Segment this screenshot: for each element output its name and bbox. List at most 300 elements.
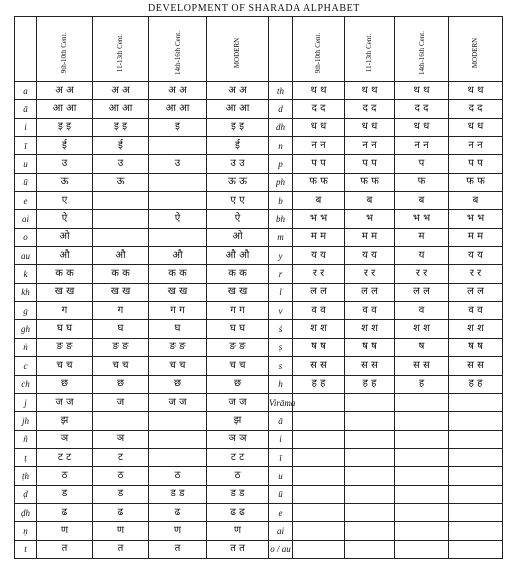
glyph-cell: आ आ — [149, 100, 207, 118]
table-body — [15, 82, 503, 559]
glyph-cell: व व — [345, 302, 395, 320]
glyph-cell: र र — [449, 265, 503, 283]
letter-label: ph — [269, 173, 293, 191]
glyph-cell: ढ — [149, 503, 207, 521]
letter-label: m — [269, 228, 293, 246]
table-row — [15, 155, 503, 173]
glyph-cell: ण — [207, 522, 269, 540]
glyph-cell: ऐ — [207, 210, 269, 228]
letter-label: kh — [15, 283, 37, 301]
glyph-cell: च च — [93, 357, 149, 375]
glyph-cell: ध ध — [293, 118, 345, 136]
glyph-cell: य य — [293, 247, 345, 265]
table-row — [15, 228, 503, 246]
letter-label: t — [15, 540, 37, 558]
column-header: 14th-16th Cent. — [149, 17, 207, 82]
glyph-cell: ब — [293, 192, 345, 210]
letter-label: ch — [15, 375, 37, 393]
glyph-cell: थ थ — [345, 82, 395, 100]
header-row — [15, 17, 503, 82]
glyph-cell: ट ट — [37, 448, 93, 466]
glyph-cell: ठ — [37, 467, 93, 485]
glyph-cell — [395, 485, 449, 503]
letter-label: u — [269, 467, 293, 485]
glyph-cell: ज ज — [149, 393, 207, 411]
glyph-cell: ख ख — [93, 283, 149, 301]
glyph-cell — [395, 430, 449, 448]
glyph-cell: ओ — [37, 228, 93, 246]
glyph-cell: ए ए — [207, 192, 269, 210]
letter-label: j — [15, 393, 37, 411]
glyph-cell: त — [149, 540, 207, 558]
glyph-cell: ग ग — [207, 302, 269, 320]
letter-label: n — [269, 137, 293, 155]
glyph-cell: ब — [395, 192, 449, 210]
glyph-cell: ह ह — [345, 375, 395, 393]
table-row — [15, 192, 503, 210]
table-row — [15, 210, 503, 228]
letter-label: y — [269, 247, 293, 265]
column-header — [269, 17, 293, 82]
glyph-cell: ई — [93, 137, 149, 155]
glyph-cell: ङ ङ — [207, 338, 269, 356]
glyph-cell: ब — [449, 192, 503, 210]
glyph-cell: ड ड — [207, 485, 269, 503]
table-row — [15, 375, 503, 393]
glyph-cell: श श — [395, 320, 449, 338]
glyph-cell — [293, 485, 345, 503]
letter-label: ḍ — [15, 485, 37, 503]
table-row — [15, 82, 503, 100]
glyph-cell — [345, 448, 395, 466]
glyph-cell: झ — [207, 412, 269, 430]
letter-label: ś — [269, 320, 293, 338]
glyph-cell: ण — [149, 522, 207, 540]
table-row — [15, 100, 503, 118]
glyph-cell — [395, 522, 449, 540]
glyph-cell — [449, 485, 503, 503]
glyph-cell: ऊ — [93, 173, 149, 191]
glyph-cell: ध ध — [395, 118, 449, 136]
glyph-cell: आ आ — [93, 100, 149, 118]
table-row — [15, 283, 503, 301]
letter-label: r — [269, 265, 293, 283]
glyph-cell: ङ ङ — [149, 338, 207, 356]
column-header: 11-13th Cent. — [93, 17, 149, 82]
table-row — [15, 503, 503, 521]
alphabet-table — [14, 16, 503, 559]
glyph-cell: ख ख — [37, 283, 93, 301]
glyph-cell — [345, 467, 395, 485]
letter-label: ṭh — [15, 467, 37, 485]
glyph-cell — [93, 210, 149, 228]
glyph-cell: र र — [293, 265, 345, 283]
glyph-cell: च च — [207, 357, 269, 375]
column-header: MODERN — [207, 17, 269, 82]
glyph-cell: श श — [345, 320, 395, 338]
glyph-cell: ल ल — [449, 283, 503, 301]
glyph-cell — [149, 173, 207, 191]
glyph-cell: र र — [345, 265, 395, 283]
glyph-cell: व व — [449, 302, 503, 320]
glyph-cell — [345, 430, 395, 448]
glyph-cell: भ — [345, 210, 395, 228]
glyph-cell: ढ — [37, 503, 93, 521]
glyph-cell: ष ष — [293, 338, 345, 356]
glyph-cell — [149, 412, 207, 430]
glyph-cell — [345, 540, 395, 558]
glyph-cell: श श — [449, 320, 503, 338]
glyph-cell: औ औ — [207, 247, 269, 265]
glyph-cell: ख ख — [149, 283, 207, 301]
letter-label: b — [269, 192, 293, 210]
letter-label: ī — [15, 137, 37, 155]
glyph-cell: ठ — [207, 467, 269, 485]
glyph-cell: द द — [345, 100, 395, 118]
letter-label: ḍh — [15, 503, 37, 521]
glyph-cell: ल ल — [293, 283, 345, 301]
glyph-cell: ध ध — [449, 118, 503, 136]
glyph-cell — [395, 412, 449, 430]
glyph-cell — [449, 540, 503, 558]
glyph-cell — [345, 393, 395, 411]
glyph-cell: म — [395, 228, 449, 246]
glyph-cell — [149, 137, 207, 155]
glyph-cell: ञ ञ — [207, 430, 269, 448]
glyph-cell — [293, 503, 345, 521]
glyph-cell: न न — [395, 137, 449, 155]
glyph-cell: र र — [395, 265, 449, 283]
glyph-cell: भ भ — [395, 210, 449, 228]
glyph-cell: च च — [37, 357, 93, 375]
glyph-cell: ट ट — [207, 448, 269, 466]
letter-label: p — [269, 155, 293, 173]
glyph-cell: ह ह — [449, 375, 503, 393]
glyph-cell — [449, 467, 503, 485]
glyph-cell — [395, 503, 449, 521]
glyph-cell: य — [395, 247, 449, 265]
glyph-cell: घ — [93, 320, 149, 338]
glyph-cell: त त — [207, 540, 269, 558]
glyph-cell: थ थ — [449, 82, 503, 100]
letter-label: e — [269, 503, 293, 521]
glyph-cell: ड — [93, 485, 149, 503]
glyph-cell: स स — [345, 357, 395, 375]
glyph-cell: उ उ — [207, 155, 269, 173]
letter-label: ṣ — [269, 338, 293, 356]
letter-label: au — [15, 247, 37, 265]
glyph-cell: आ आ — [37, 100, 93, 118]
glyph-cell: द द — [449, 100, 503, 118]
glyph-cell: थ थ — [293, 82, 345, 100]
glyph-cell: ण — [37, 522, 93, 540]
glyph-cell — [345, 522, 395, 540]
table-row — [15, 448, 503, 466]
glyph-cell: स स — [449, 357, 503, 375]
glyph-cell — [449, 393, 503, 411]
glyph-cell: न न — [293, 137, 345, 155]
glyph-cell: म म — [293, 228, 345, 246]
glyph-cell: ऊ ऊ — [207, 173, 269, 191]
glyph-cell: अ अ — [93, 82, 149, 100]
glyph-cell — [395, 540, 449, 558]
letter-label: i — [269, 430, 293, 448]
glyph-cell — [149, 448, 207, 466]
column-header: 9th-10th Cent. — [293, 17, 345, 82]
letter-label: ñ — [15, 430, 37, 448]
glyph-cell: ठ — [93, 467, 149, 485]
glyph-cell: ई — [37, 137, 93, 155]
glyph-cell: य य — [345, 247, 395, 265]
glyph-cell: ख ख — [207, 283, 269, 301]
letter-label: ṭ — [15, 448, 37, 466]
glyph-cell: उ — [149, 155, 207, 173]
glyph-cell: म म — [345, 228, 395, 246]
column-header: 14th-16th Cent. — [395, 17, 449, 82]
glyph-cell: ई — [207, 137, 269, 155]
glyph-cell: उ — [93, 155, 149, 173]
glyph-cell — [395, 467, 449, 485]
glyph-cell: म म — [449, 228, 503, 246]
letter-label: c — [15, 357, 37, 375]
glyph-cell: न न — [449, 137, 503, 155]
glyph-cell — [293, 430, 345, 448]
glyph-cell: फ — [395, 173, 449, 191]
letter-label: h — [269, 375, 293, 393]
letter-label: bh — [269, 210, 293, 228]
column-header: 9th-10th Cent. — [37, 17, 93, 82]
glyph-cell: औ — [93, 247, 149, 265]
glyph-cell: अ अ — [37, 82, 93, 100]
letter-label: dh — [269, 118, 293, 136]
letter-label: jh — [15, 412, 37, 430]
glyph-cell: ष — [395, 338, 449, 356]
glyph-cell: क क — [37, 265, 93, 283]
glyph-cell — [293, 448, 345, 466]
table-row — [15, 522, 503, 540]
glyph-cell: य य — [449, 247, 503, 265]
glyph-cell: ज — [93, 393, 149, 411]
glyph-cell: ञ — [93, 430, 149, 448]
glyph-cell: श श — [293, 320, 345, 338]
glyph-cell: भ भ — [449, 210, 503, 228]
glyph-cell: क क — [149, 265, 207, 283]
letter-label: g — [15, 302, 37, 320]
table-row — [15, 357, 503, 375]
table-row — [15, 540, 503, 558]
glyph-cell: अ अ — [149, 82, 207, 100]
glyph-cell: प प — [293, 155, 345, 173]
table-row — [15, 338, 503, 356]
letter-label: ā — [269, 412, 293, 430]
letter-label: k — [15, 265, 37, 283]
glyph-cell: प प — [345, 155, 395, 173]
glyph-cell: अ अ — [207, 82, 269, 100]
letter-label: gh — [15, 320, 37, 338]
glyph-cell — [293, 393, 345, 411]
glyph-cell: व — [395, 302, 449, 320]
glyph-cell: ग — [93, 302, 149, 320]
glyph-cell — [293, 467, 345, 485]
glyph-cell: छ — [37, 375, 93, 393]
letter-label: u — [15, 155, 37, 173]
glyph-cell: ध ध — [345, 118, 395, 136]
glyph-cell: घ घ — [37, 320, 93, 338]
glyph-cell: ङ ङ — [37, 338, 93, 356]
glyph-cell: इ इ — [207, 118, 269, 136]
glyph-cell — [293, 540, 345, 558]
table-row — [15, 137, 503, 155]
glyph-cell: छ — [149, 375, 207, 393]
letter-label: ī — [269, 448, 293, 466]
glyph-cell: ब — [345, 192, 395, 210]
glyph-cell: ए — [37, 192, 93, 210]
page-title: DEVELOPMENT OF SHARADA ALPHABET — [147, 3, 361, 14]
letter-label: ū — [269, 485, 293, 503]
glyph-cell: घ घ — [207, 320, 269, 338]
glyph-cell: झ — [37, 412, 93, 430]
glyph-cell — [93, 412, 149, 430]
glyph-cell — [395, 393, 449, 411]
glyph-cell: ड — [37, 485, 93, 503]
glyph-cell — [149, 430, 207, 448]
glyph-cell: इ इ — [37, 118, 93, 136]
table-row — [15, 247, 503, 265]
column-header: 11-13th Cent. — [345, 17, 395, 82]
glyph-cell — [293, 522, 345, 540]
glyph-cell: ढ — [93, 503, 149, 521]
glyph-cell: ऊ — [37, 173, 93, 191]
glyph-cell: थ थ — [395, 82, 449, 100]
glyph-cell: त — [37, 540, 93, 558]
glyph-cell: छ — [207, 375, 269, 393]
glyph-cell: क क — [207, 265, 269, 283]
table-row — [15, 430, 503, 448]
glyph-cell: ल ल — [395, 283, 449, 301]
glyph-cell: द द — [293, 100, 345, 118]
glyph-cell — [449, 412, 503, 430]
glyph-cell: ट — [93, 448, 149, 466]
glyph-cell — [93, 192, 149, 210]
column-header: MODERN — [449, 17, 503, 82]
glyph-cell: औ — [149, 247, 207, 265]
glyph-cell — [449, 430, 503, 448]
glyph-cell: त — [93, 540, 149, 558]
glyph-cell: ऐ — [37, 210, 93, 228]
glyph-cell: ह — [395, 375, 449, 393]
glyph-cell: औ — [37, 247, 93, 265]
glyph-cell — [449, 448, 503, 466]
letter-label: ṇ — [15, 522, 37, 540]
letter-label: Virāma — [269, 393, 293, 411]
letter-label: l — [269, 283, 293, 301]
glyph-cell: ऐ — [149, 210, 207, 228]
glyph-cell: ज ज — [37, 393, 93, 411]
letter-label: ṅ — [15, 338, 37, 356]
glyph-cell: ह ह — [293, 375, 345, 393]
glyph-cell: इ — [149, 118, 207, 136]
glyph-cell: व व — [293, 302, 345, 320]
glyph-cell: प — [395, 155, 449, 173]
glyph-cell: ष ष — [449, 338, 503, 356]
glyph-cell: ण — [93, 522, 149, 540]
glyph-cell: फ फ — [293, 173, 345, 191]
glyph-cell — [395, 448, 449, 466]
letter-label: i — [15, 118, 37, 136]
glyph-cell — [345, 412, 395, 430]
letter-label: e — [15, 192, 37, 210]
table-row — [15, 393, 503, 411]
letter-label: ai — [15, 210, 37, 228]
glyph-cell: ओ — [207, 228, 269, 246]
table-row — [15, 173, 503, 191]
glyph-cell: च च — [149, 357, 207, 375]
glyph-cell: ढ ढ — [207, 503, 269, 521]
glyph-cell: ल ल — [345, 283, 395, 301]
column-header — [15, 17, 37, 82]
glyph-cell: आ आ — [207, 100, 269, 118]
table-row — [15, 485, 503, 503]
letter-label: a — [15, 82, 37, 100]
glyph-cell: ठ — [149, 467, 207, 485]
table-row — [15, 320, 503, 338]
glyph-cell — [449, 522, 503, 540]
glyph-cell: ञ — [37, 430, 93, 448]
glyph-cell: प प — [449, 155, 503, 173]
glyph-cell: न न — [345, 137, 395, 155]
glyph-cell: घ — [149, 320, 207, 338]
glyph-cell — [345, 503, 395, 521]
glyph-cell — [93, 228, 149, 246]
glyph-cell: भ भ — [293, 210, 345, 228]
glyph-cell — [149, 228, 207, 246]
glyph-cell — [449, 503, 503, 521]
glyph-cell — [345, 485, 395, 503]
glyph-cell: ष ष — [345, 338, 395, 356]
letter-label: ū — [15, 173, 37, 191]
table-row — [15, 265, 503, 283]
letter-label: o / au — [269, 540, 293, 558]
glyph-cell: इ इ — [93, 118, 149, 136]
glyph-cell: ड ड — [149, 485, 207, 503]
glyph-cell: स स — [293, 357, 345, 375]
glyph-cell: स स — [395, 357, 449, 375]
glyph-cell — [293, 412, 345, 430]
letter-label: th — [269, 82, 293, 100]
table-row — [15, 118, 503, 136]
table-row — [15, 412, 503, 430]
letter-label: o — [15, 228, 37, 246]
glyph-cell: ग ग — [149, 302, 207, 320]
letter-label: ā — [15, 100, 37, 118]
letter-label: s — [269, 357, 293, 375]
table-row — [15, 302, 503, 320]
letter-label: v — [269, 302, 293, 320]
glyph-cell — [149, 192, 207, 210]
glyph-cell: फ फ — [345, 173, 395, 191]
glyph-cell: उ — [37, 155, 93, 173]
glyph-cell: ग — [37, 302, 93, 320]
table-row — [15, 467, 503, 485]
glyph-cell: ज ज — [207, 393, 269, 411]
letter-label: ai — [269, 522, 293, 540]
glyph-cell: फ फ — [449, 173, 503, 191]
glyph-cell: क क — [93, 265, 149, 283]
glyph-cell: द द — [395, 100, 449, 118]
glyph-cell: छ — [93, 375, 149, 393]
glyph-cell: ङ ङ — [93, 338, 149, 356]
letter-label: d — [269, 100, 293, 118]
